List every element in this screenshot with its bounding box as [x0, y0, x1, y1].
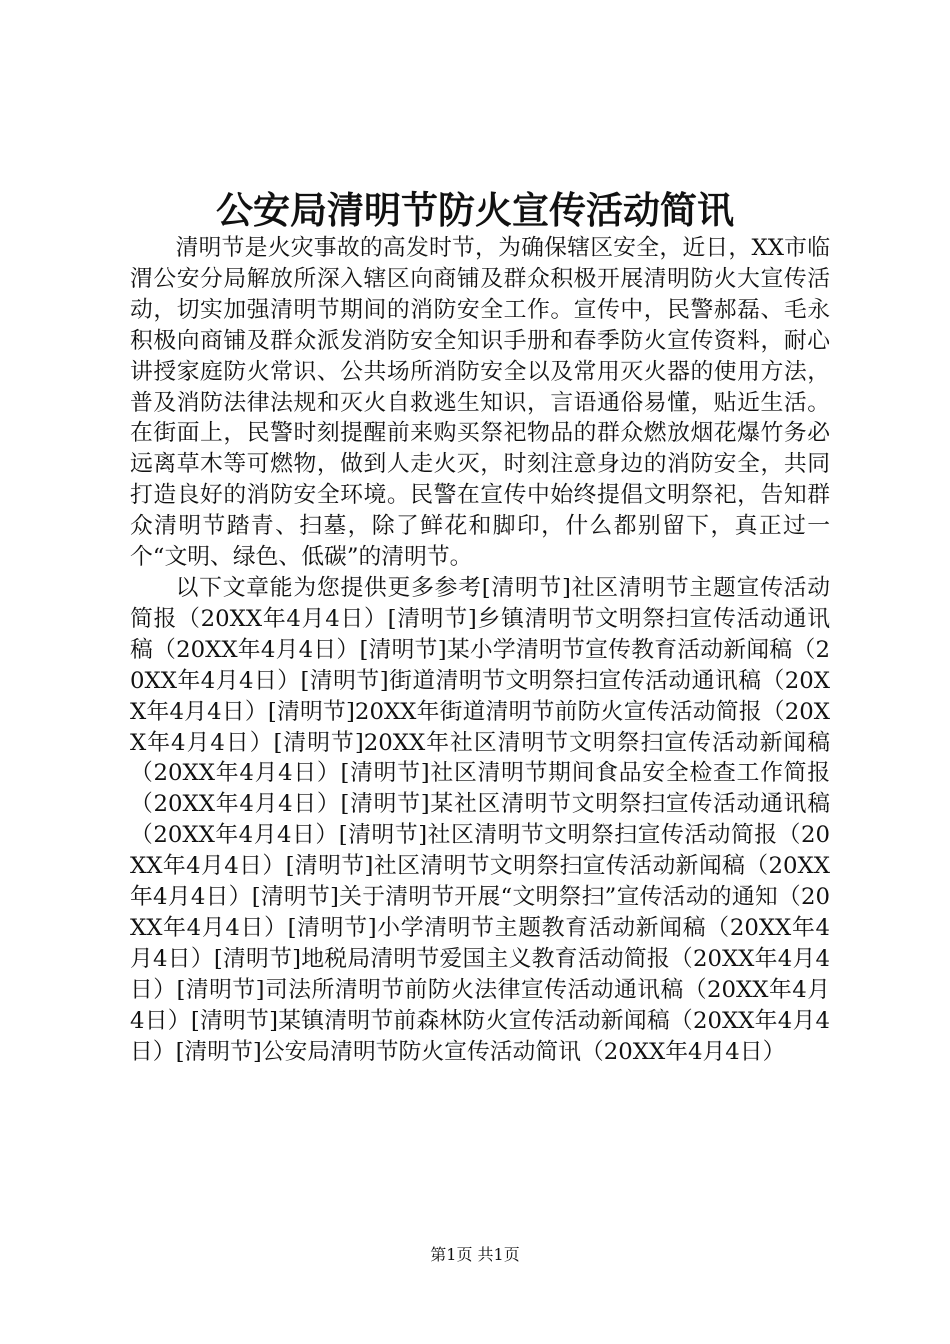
page-footer: 第1页 共1页 — [430, 1245, 520, 1264]
document-title: 公安局清明节防火宣传活动简讯 — [216, 188, 734, 232]
paragraph-main: 清明节是火灾事故的高发时节，为确保辖区安全，近日，XX市临渭公安分局解放所深入辖区向商铺及群众积极开展清明防火大宣传活动，切实加强清明节期间的消防安全工作。宣传中，民警郝磊、毛永积极向商铺及群众派发消防安全知识手册和春季防火宣传资料，耐心讲授家庭防火常识、公共场所消防安全以及常用灭火器的使用方法，普及消防法律法规和灭火自救逃生知识，言语通俗易懂，贴近生活。在街面上，民警时刻提醒前来购买祭祀物品的群众燃放烟花爆竹务必远离草木等可燃物，做到人走火灭，时刻注意身边的消防安全，共同打造良好的消防安全环境。民警在宣传中始终提倡文明祭祀，告知群众清明节踏青、扫墓，除了鲜花和脚印，什么都别留下，真正过一个“文明、绿色、低碳”的清明节。 — [130, 235, 830, 571]
document-body — [130, 233, 830, 1067]
paragraph-references: 以下文章能为您提供更多参考[清明节]社区清明节主题宣传活动简报（20XX年4月4日）[清明节]乡镇清明节文明祭扫宣传活动通讯稿（20XX年4月4日）[清明节]某小学清明节宣传教育活动新闻稿（20XX年4月4日）[清明节]街道清明节文明祭扫宣传活动通讯稿（20XX年4月4日）[清明节]20XX年街道清明节前防火宣传活动简报（20XX年4月4日）[清明节]20XX年社区清明节文明祭扫宣传活动新闻稿（20XX年4月4日）[清明节]社区清明节期间食品安全检查工作简报（20XX年4月4日）[清明节]某社区清明节文明祭扫宣传活动通讯稿（20XX年4月4日）[清明节]社区清明节文明祭扫宣传活动简报（20XX年4月4日）[清明节]社区清明节文明祭扫宣传活动新闻稿（20XX年4月4日）[清明节]关于清明节开展“文明祭扫”宣传活动的通知（20XX年4月4日）[清明节]小学清明节主题教育活动新闻稿（20XX年4月4日）[清明节]地税局清明节爱国主义教育活动简报（20XX年4月4日）[清明节]司法所清明节前防火法律宣传活动通讯稿（20XX年4月4日）[清明节]某镇清明节前森林防火宣传活动新闻稿（20XX年4月4日）[清明节]公安局清明节防火宣传活动简讯（20XX年4月4日） — [130, 574, 830, 1065]
